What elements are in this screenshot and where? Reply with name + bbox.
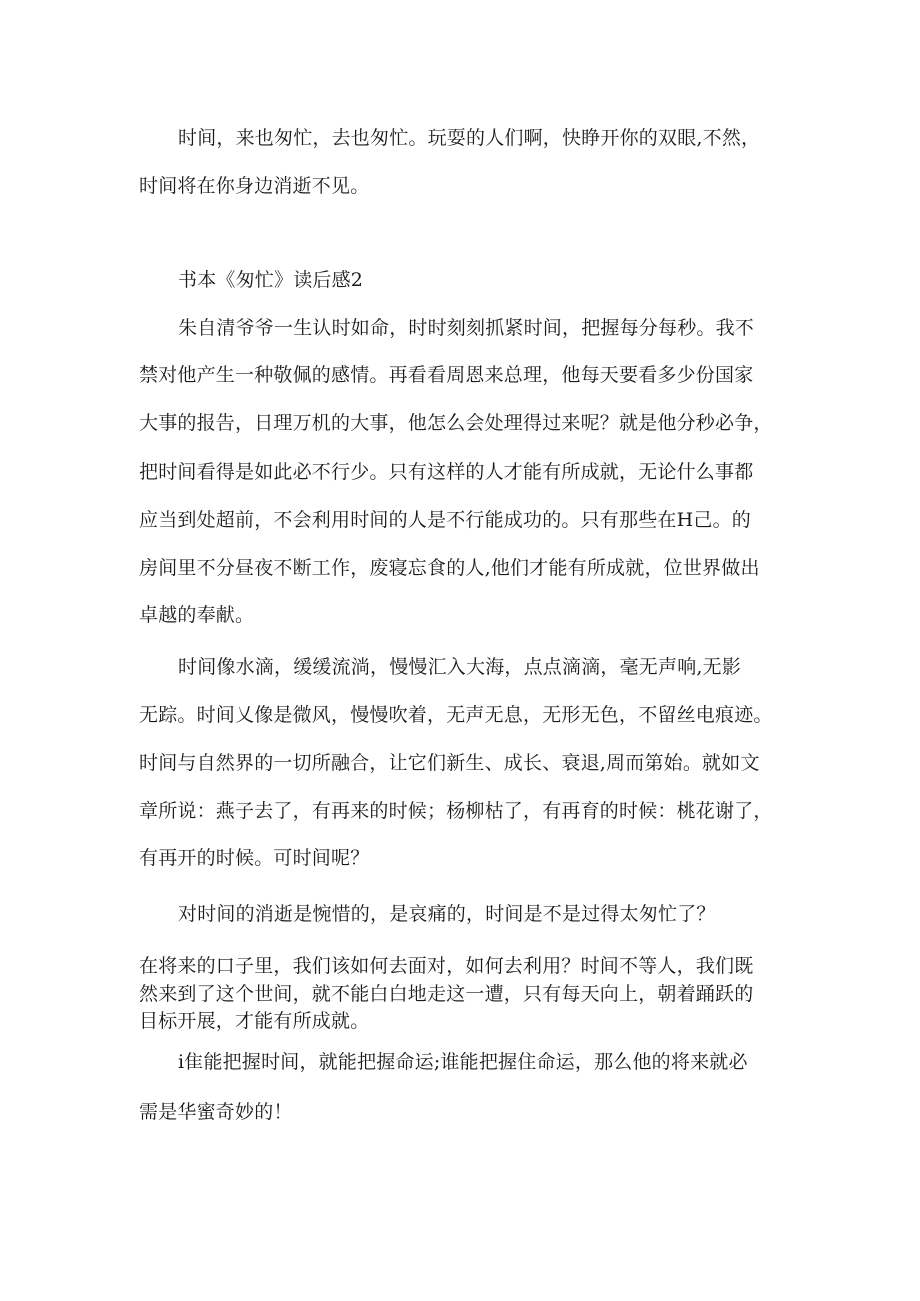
para3-line-4: 章所说：燕子去了，有再来的时候；杨柳枯了，有再育的时候：桃花谢了，	[139, 800, 773, 822]
para3-line-1: 时间像水滴，缓缓流淌，慢慢汇入大海，点点滴滴，毫无声响,无影	[178, 656, 742, 678]
para2-line-5: 应当到处超前，不会利用时间的人是不行能成功的。只有那些在H己。的	[139, 509, 751, 531]
para5-line-2: 然来到了这个世间，就不能白白地走这一遭，只有每天向上，朝着踊跃的	[139, 983, 754, 1005]
para5-line-1: 在将来的口子里，我们该如何去面对，如何去利用？时间不等人，我们既	[139, 955, 754, 977]
para3-line-3: 时间与自然界的一切所融合，让它们新生、成长、衰退,周而第始。就如文	[139, 752, 760, 774]
section-heading: 书本《匆忙》读后感2	[178, 269, 364, 291]
para3-line-2: 无踪。时间乂像是微风，慢慢吹着，无声无息，无形无色，不留丝电痕迹。	[139, 704, 773, 726]
para2-line-6: 房间里不分昼夜不断工作，废寝忘食的人,他们才能有所成就，位世界做出	[139, 557, 760, 579]
para2-line-4: 把时间看得是如此必不行少。只有这样的人才能有所成就，无论什么事都	[139, 461, 754, 483]
para2-line-3: 大事的报告，日理万机的大事，他怎么会处理得过来呢？就是他分秒必争，	[139, 412, 773, 434]
para5-line-3: 目标开展，才能有所成就。	[139, 1010, 370, 1032]
para2-line-7: 卓越的奉献。	[139, 604, 255, 626]
para2-line-1: 朱自清爷爷一生认时如命，时时刻刻抓紧时间，把握每分每秒。我不	[178, 317, 755, 339]
para6-line-1: i隹能把握时间，就能把握命运;谁能把握住命运，那么他的将来就必	[178, 1051, 748, 1073]
para1-line-1: 时间，来也匆忙，去也匆忙。玩耍的人们啊，快睁开你的双眼,不然，	[178, 127, 761, 149]
para3-line-5: 有再开的时候。可时间呢？	[139, 847, 370, 869]
para6-line-2: 需是华蜜奇妙的！	[139, 1101, 293, 1123]
para1-line-2: 时间将在你身边消逝不见。	[139, 175, 370, 197]
para4-line-1: 对时间的消逝是惋惜的，是哀痛的，时间是不是过得太匆忙了？	[178, 903, 716, 925]
para2-line-2: 禁对他产生一种敬佩的感情。再看看周恩来总理，他每天要看多少份国家	[139, 364, 754, 386]
